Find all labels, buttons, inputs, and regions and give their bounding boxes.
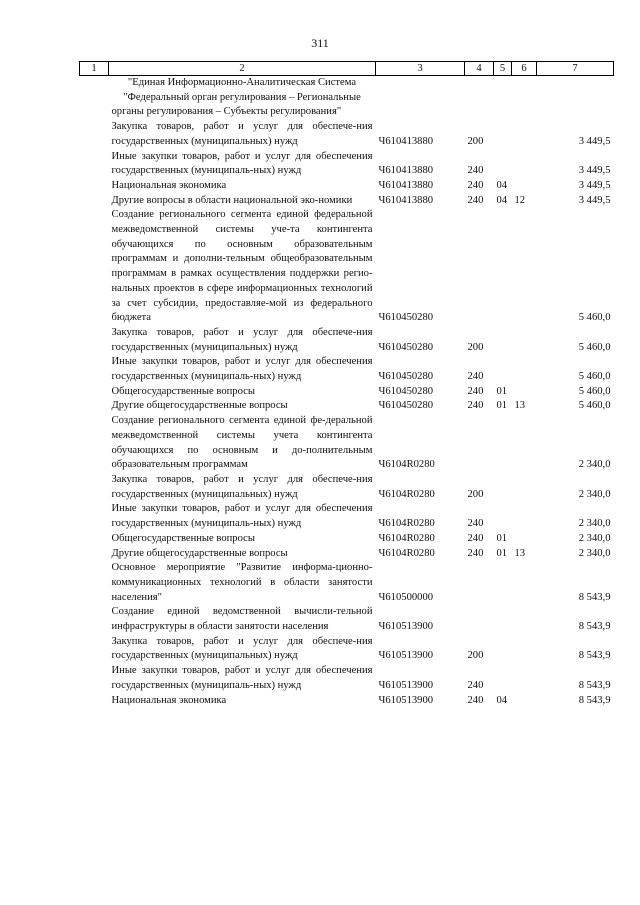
row-subsection-cell xyxy=(512,76,537,121)
row-expense-type-cell: 240 xyxy=(467,518,484,530)
row-subsection-cell xyxy=(512,355,537,384)
row-code-cell: Ч610450280 xyxy=(378,341,434,353)
row-expense-type-cell: 200 xyxy=(467,650,484,662)
header-cell: 2 xyxy=(109,62,376,76)
row-code-cell: Ч610450280 xyxy=(378,312,434,324)
table-row xyxy=(80,502,614,531)
row-sum-cell: 3 449,5 xyxy=(578,165,611,177)
table-row xyxy=(80,473,614,502)
row-number-cell xyxy=(80,385,109,400)
row-name-cell: Общегосударственные вопросы xyxy=(111,532,255,544)
row-subsection-cell xyxy=(512,326,537,355)
row-subsection-cell xyxy=(512,532,537,547)
row-number-cell xyxy=(80,635,109,664)
row-subsection-cell xyxy=(512,385,537,400)
row-code-cell: Ч6104R0280 xyxy=(378,488,435,500)
row-section-cell: 01 xyxy=(496,385,508,397)
row-number-cell xyxy=(80,605,109,634)
row-expense-type-cell: 240 xyxy=(467,165,484,177)
table-row xyxy=(80,150,614,179)
row-number-cell xyxy=(80,194,109,209)
row-name-cell: Другие общегосударственные вопросы xyxy=(111,547,288,559)
row-code-cell: Ч610450280 xyxy=(378,371,434,383)
row-number-cell xyxy=(80,414,109,473)
row-sum-cell: 5 460,0 xyxy=(578,400,611,412)
row-section-cell xyxy=(494,208,512,326)
row-expense-type-cell: 240 xyxy=(467,385,484,397)
table-row xyxy=(80,414,614,473)
row-number-cell xyxy=(80,694,109,709)
row-subsection-cell xyxy=(512,120,537,149)
row-section-cell xyxy=(494,120,512,149)
table-row xyxy=(80,547,614,562)
row-number-cell xyxy=(80,326,109,355)
row-section-cell: 04 xyxy=(496,179,508,191)
row-sum-cell: 5 460,0 xyxy=(578,385,611,397)
row-subsection-cell xyxy=(512,635,537,664)
row-sum-cell: 8 543,9 xyxy=(578,591,611,603)
table-row xyxy=(80,694,614,709)
table-row xyxy=(80,635,614,664)
row-expense-type-cell: 200 xyxy=(467,341,484,353)
row-number-cell xyxy=(80,547,109,562)
row-number-cell xyxy=(80,120,109,149)
row-number-cell xyxy=(80,355,109,384)
table-row xyxy=(80,561,614,605)
row-expense-type-cell: 240 xyxy=(467,371,484,383)
header-cell: 1 xyxy=(80,62,109,76)
row-name-cell: Национальная экономика xyxy=(111,179,227,191)
page-number: 311 xyxy=(311,36,329,50)
row-code-cell: Ч6104R0280 xyxy=(378,459,435,471)
row-name-cell: Иные закупки товаров, работ и услуг для обеспечения государственных (муниципаль-ных) нужд xyxy=(111,150,373,177)
header-cell: 6 xyxy=(512,62,537,76)
table-row xyxy=(80,355,614,384)
row-code-cell: Ч610513900 xyxy=(378,621,434,633)
table-row xyxy=(80,76,614,121)
row-subsection-cell xyxy=(512,150,537,179)
table-row xyxy=(80,120,614,149)
row-expense-type-cell xyxy=(465,76,494,121)
row-name-cell: Создание регионального сегмента единой федеральной межведомственной системы уче-та контингента обучающихся по основным образовательным программам и дополни-тельным общеобразовательным программам в рамках осуществления поддержки регио-нальных проектов в сфере информационных технологий за счет субсидии, предоставляе-мой из федерального бюджета xyxy=(111,209,373,324)
row-number-cell xyxy=(80,76,109,121)
row-subsection-cell xyxy=(512,694,537,709)
row-code-cell xyxy=(376,76,465,121)
row-section-cell xyxy=(494,414,512,473)
row-section-cell: 01 xyxy=(496,400,508,412)
row-name-cell: Иные закупки товаров, работ и услуг для обеспечения государственных (муниципаль-ных) нужд xyxy=(111,665,373,691)
table-row xyxy=(80,385,614,400)
row-sum-cell xyxy=(537,76,614,121)
row-subsection-cell: 13 xyxy=(514,400,526,412)
row-sum-cell: 2 340,0 xyxy=(578,518,611,530)
row-code-cell: Ч610413880 xyxy=(378,194,434,206)
budget-table xyxy=(79,61,614,708)
table-row xyxy=(80,326,614,355)
row-code-cell: Ч6104R0280 xyxy=(378,518,435,530)
header-cell: 4 xyxy=(465,62,494,76)
table-row xyxy=(80,605,614,634)
row-number-cell xyxy=(80,473,109,502)
row-expense-type-cell: 200 xyxy=(467,488,484,500)
row-subsection-cell xyxy=(512,561,537,605)
header-cell: 5 xyxy=(494,62,512,76)
row-section-cell xyxy=(494,355,512,384)
row-section-cell: 04 xyxy=(496,194,508,206)
row-expense-type-cell: 240 xyxy=(467,400,484,412)
row-section-cell xyxy=(494,635,512,664)
row-expense-type-cell: 200 xyxy=(467,135,484,147)
row-sum-cell: 3 449,5 xyxy=(578,179,611,191)
row-subsection-cell: 12 xyxy=(514,194,526,206)
row-name-cell: "Единая Информационно-Аналитическая Система "Федеральный орган регулирования – Региональные органы регулирования – Субъекты регулирования" xyxy=(111,77,361,118)
row-name-cell: Создание регионального сегмента единой фе-деральной межведомственной системы учета контингента обучающихся по основным и до-полнительным образовательным программам xyxy=(111,415,373,471)
row-subsection-cell xyxy=(512,605,537,634)
row-name-cell: Другие общегосударственные вопросы xyxy=(111,400,288,412)
row-subsection-cell xyxy=(512,414,537,473)
row-number-cell xyxy=(80,208,109,326)
row-section-cell xyxy=(494,502,512,531)
row-section-cell xyxy=(494,664,512,693)
row-code-cell: Ч610513900 xyxy=(378,679,434,691)
row-name-cell: Создание единой ведомственной вычисли-тельной инфраструктуры в области занятости населения xyxy=(111,606,373,633)
row-subsection-cell xyxy=(512,473,537,502)
row-name-cell: Закупка товаров, работ и услуг для обеспече-ния государственных (муниципальных) нужд xyxy=(111,121,373,147)
row-section-cell xyxy=(494,76,512,121)
row-expense-type-cell xyxy=(465,208,494,326)
row-section-cell: 01 xyxy=(496,532,508,544)
table-body xyxy=(80,76,614,709)
row-name-cell: Закупка товаров, работ и услуг для обеспече-ния государственных (муниципальных) нужд xyxy=(111,473,373,500)
row-number-cell xyxy=(80,532,109,547)
row-sum-cell: 8 543,9 xyxy=(578,679,611,691)
row-sum-cell: 8 543,9 xyxy=(578,650,611,662)
header-cell: 3 xyxy=(376,62,465,76)
row-sum-cell: 2 340,0 xyxy=(578,459,611,471)
row-name-cell: Закупка товаров, работ и услуг для обеспече-ния государственных (муниципальных) нужд xyxy=(111,326,373,353)
row-code-cell: Ч610413880 xyxy=(378,135,434,147)
row-code-cell: Ч610500000 xyxy=(378,591,434,603)
row-expense-type-cell xyxy=(465,605,494,634)
row-expense-type-cell: 240 xyxy=(467,547,484,559)
row-number-cell xyxy=(80,399,109,414)
row-expense-type-cell: 240 xyxy=(467,679,484,691)
table-row xyxy=(80,532,614,547)
row-subsection-cell xyxy=(512,502,537,531)
row-code-cell: Ч6104R0280 xyxy=(378,547,435,559)
header-cell: 7 xyxy=(537,62,614,76)
table-row xyxy=(80,208,614,326)
row-section-cell: 04 xyxy=(496,694,508,706)
row-number-cell xyxy=(80,150,109,179)
row-name-cell: Иные закупки товаров, работ и услуг для обеспечения государственных (муниципаль-ных) нужд xyxy=(111,503,373,530)
row-subsection-cell: 13 xyxy=(514,547,526,559)
row-section-cell: 01 xyxy=(496,547,508,559)
row-sum-cell: 2 340,0 xyxy=(578,488,611,500)
row-sum-cell: 5 460,0 xyxy=(578,341,611,353)
row-name-cell: Национальная экономика xyxy=(111,694,227,706)
row-sum-cell: 8 543,9 xyxy=(578,621,611,633)
row-section-cell xyxy=(494,326,512,355)
table-row xyxy=(80,179,614,194)
row-name-cell: Иные закупки товаров, работ и услуг для обеспечения государственных (муниципаль-ных) нужд xyxy=(111,356,373,383)
row-sum-cell: 8 543,9 xyxy=(578,694,611,706)
row-section-cell xyxy=(494,561,512,605)
row-code-cell: Ч6104R0280 xyxy=(378,532,435,544)
table-row xyxy=(80,664,614,693)
row-name-cell: Общегосударственные вопросы xyxy=(111,385,255,397)
row-sum-cell: 3 449,5 xyxy=(578,135,611,147)
row-code-cell: Ч610513900 xyxy=(378,650,434,662)
row-section-cell xyxy=(494,473,512,502)
row-sum-cell: 2 340,0 xyxy=(578,532,611,544)
row-expense-type-cell: 240 xyxy=(467,194,484,206)
row-name-cell: Закупка товаров, работ и услуг для обеспече-ния государственных (муниципальных) нужд xyxy=(111,635,373,662)
table-header-row xyxy=(80,62,614,76)
row-expense-type-cell xyxy=(465,414,494,473)
row-sum-cell: 3 449,5 xyxy=(578,194,611,206)
row-expense-type-cell: 240 xyxy=(467,694,484,706)
row-sum-cell: 5 460,0 xyxy=(578,371,611,383)
row-expense-type-cell: 240 xyxy=(467,532,484,544)
row-subsection-cell xyxy=(512,179,537,194)
row-code-cell: Ч610450280 xyxy=(378,400,434,412)
row-name-cell: Основное мероприятие "Развитие информа-ционно-коммуникационных технологий в области занятости населения" xyxy=(111,562,373,603)
table-row xyxy=(80,194,614,209)
row-code-cell: Ч610413880 xyxy=(378,165,434,177)
row-sum-cell: 2 340,0 xyxy=(578,547,611,559)
row-code-cell: Ч610413880 xyxy=(378,179,434,191)
row-expense-type-cell xyxy=(465,561,494,605)
row-subsection-cell xyxy=(512,664,537,693)
row-code-cell: Ч610450280 xyxy=(378,385,434,397)
row-sum-cell: 5 460,0 xyxy=(578,312,611,324)
row-section-cell xyxy=(494,605,512,634)
row-number-cell xyxy=(80,664,109,693)
row-number-cell xyxy=(80,502,109,531)
row-subsection-cell xyxy=(512,208,537,326)
row-section-cell xyxy=(494,150,512,179)
table-row xyxy=(80,399,614,414)
row-code-cell: Ч610513900 xyxy=(378,694,434,706)
row-number-cell xyxy=(80,561,109,605)
row-number-cell xyxy=(80,179,109,194)
row-name-cell: Другие вопросы в области национальной эко-номики xyxy=(111,194,353,206)
row-expense-type-cell: 240 xyxy=(467,179,484,191)
